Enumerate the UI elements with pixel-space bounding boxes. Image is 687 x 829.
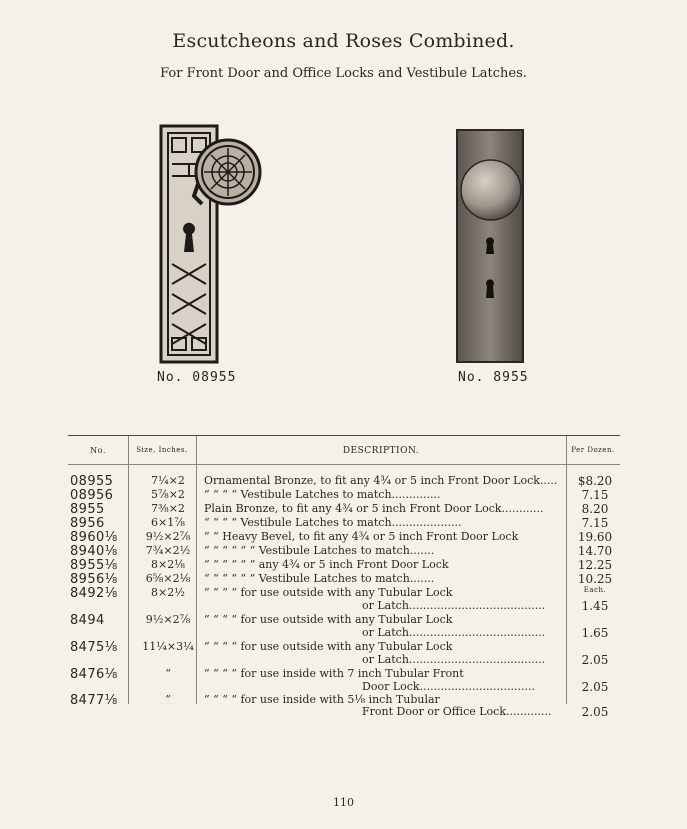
item-size: 9½×2⅞ [145,613,191,626]
item-description-continued: Door Lock................................. [362,680,535,693]
item-price: 7.15 [581,488,609,502]
table-row-continuation [68,653,620,667]
figure-caption-08955: No. 08955 [157,370,237,385]
item-description: “ “ Heavy Bevel, to fit any 4¾ or 5 inch Front Door Lock [204,530,519,543]
item-price: 1.45 [581,599,609,613]
item-number: 8477⅛ [70,693,118,708]
table-row-continuation [68,680,620,694]
item-price: 1.65 [581,626,609,640]
item-description: “ “ “ “ “ “ any 4¾ or 5 inch Front Door Lock [204,558,449,571]
page-title: Escutcheons and Roses Combined. [172,30,515,52]
table-row [68,586,620,600]
item-number: 8492⅛ [70,586,118,601]
header-price: Per Dozen. [571,446,615,454]
item-price: 19.60 [577,530,613,544]
item-size: 7¼×2 [151,474,185,487]
item-number: 8956⅛ [70,572,118,587]
table-row [68,488,620,502]
page-number: 110 [333,796,354,809]
item-number: 8955⅛ [70,558,118,573]
item-description: “ “ “ “ for use outside with any Tubular Lock [204,640,453,653]
item-description: “ “ “ “ Vestibule Latches to match.................... [204,516,462,529]
item-price: 10.25 [577,572,613,586]
header-no: No. [90,446,106,455]
item-size: 9½×2⅞ [145,530,191,543]
header-size: Size, Inches. [136,446,188,454]
item-price: 14.70 [577,544,613,558]
table-row [68,613,620,627]
table-row [68,516,620,530]
item-description-continued: or Latch....................................... [362,626,546,639]
item-number: 08955 [70,474,114,489]
item-description: “ “ “ “ for use outside with any Tubular Lock [204,613,453,626]
item-price: 2.05 [581,653,609,667]
item-size: 7⅜×2 [151,502,185,515]
item-size: 5⅞×2 [151,488,185,501]
item-size: 11¼×3¼ [142,640,194,653]
item-price: $8.20 [577,474,613,488]
table-row [68,474,620,488]
item-price: 12.25 [577,558,613,572]
item-number: 8960⅛ [70,530,118,545]
item-price: 2.05 [581,705,609,719]
table-row-continuation [68,626,620,640]
table-row-continuation [68,705,620,719]
plain-escutcheon-illustration [455,128,525,364]
table-row [68,572,620,586]
item-size: 6⅝×2⅛ [145,572,191,585]
item-description: “ “ “ “ for use inside with 5⅛ inch Tubular [204,693,440,706]
item-number: 8955 [70,502,105,517]
item-number: 8494 [70,613,105,628]
item-description: “ “ “ “ “ “ Vestibule Latches to match....... [204,544,435,557]
ornamental-escutcheon-illustration [158,124,262,364]
item-description: “ “ “ “ “ “ Vestibule Latches to match....... [204,572,435,585]
item-description: “ “ “ “ for use outside with any Tubular Lock [204,586,453,599]
header-rule [68,464,620,465]
item-description: “ “ “ “ Vestibule Latches to match.............. [204,488,441,501]
table-row [68,640,620,654]
item-price: 2.05 [581,680,609,694]
each-label: Each. [583,586,607,594]
item-size: 7¾×2½ [145,544,191,557]
item-description-continued: Front Door or Office Lock............. [362,705,552,718]
item-description: Plain Bronze, to fit any 4¾ or 5 inch Front Door Lock............ [204,502,544,515]
table-row [68,544,620,558]
item-price: 7.15 [581,516,609,530]
item-description: “ “ “ “ for use inside with 7 inch Tubular Front [204,667,464,680]
item-number: 8956 [70,516,105,531]
item-size: “ [165,693,171,706]
figure-caption-8955: No. 8955 [458,370,529,385]
price-table [68,435,620,708]
table-row [68,502,620,516]
item-size: 6×1⅞ [151,516,185,529]
item-size: 8×2⅛ [151,558,185,571]
item-number: 8475⅛ [70,640,118,655]
item-description-continued: or Latch....................................... [362,599,546,612]
item-price: 8.20 [581,502,609,516]
page-subtitle: For Front Door and Office Locks and Vestibule Latches. [160,66,527,81]
item-number: 8940⅛ [70,544,118,559]
item-number: 08956 [70,488,114,503]
table-row-continuation [68,599,620,613]
item-number: 8476⅛ [70,667,118,682]
item-description-continued: or Latch....................................... [362,653,546,666]
item-size: 8×2½ [151,586,185,599]
header-description: DESCRIPTION. [342,446,420,456]
item-size: “ [165,667,171,680]
table-row [68,558,620,572]
table-row [68,667,620,681]
item-description: Ornamental Bronze, to fit any 4¾ or 5 inch Front Door Lock..... [204,474,558,487]
table-row [68,530,620,544]
